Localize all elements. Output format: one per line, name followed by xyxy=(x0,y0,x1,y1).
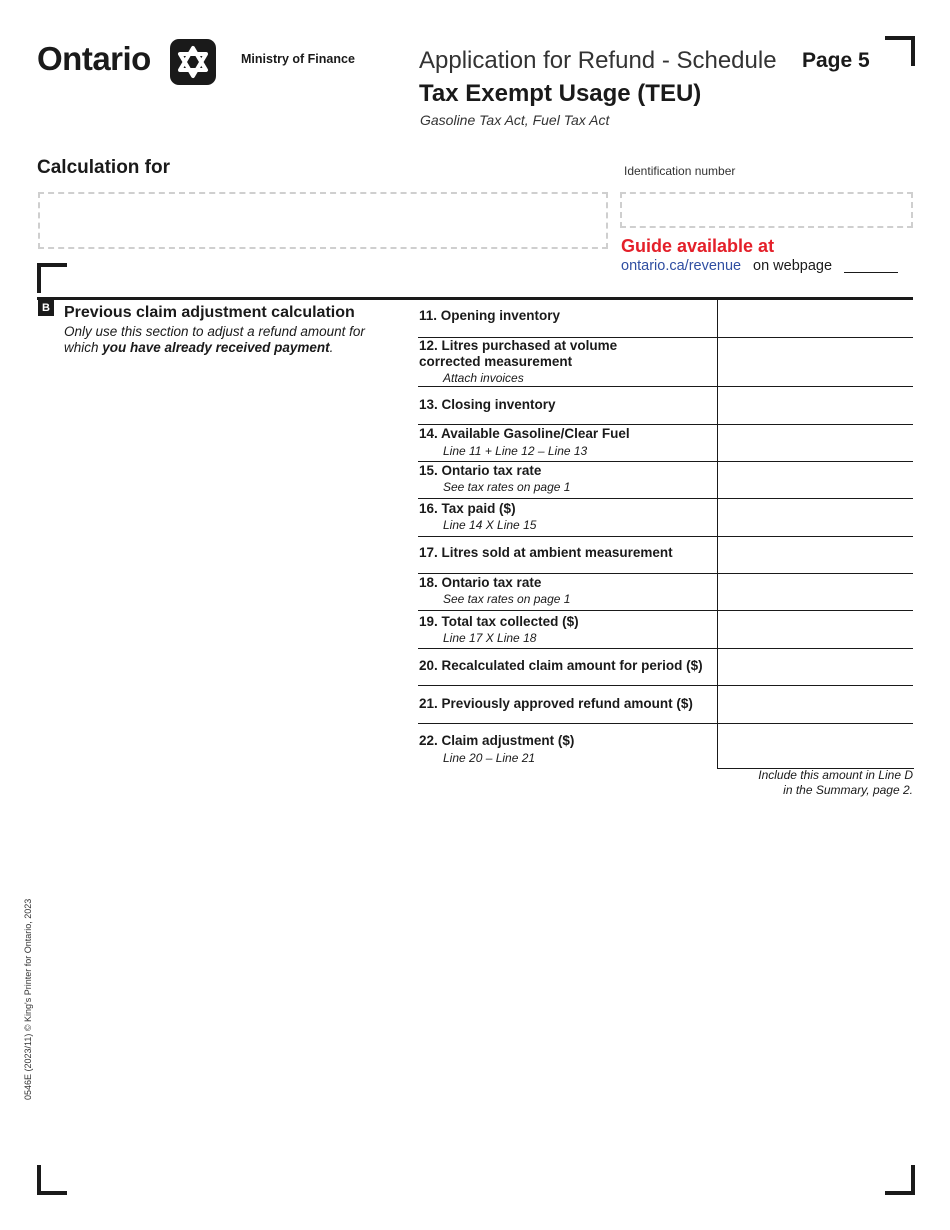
line-text: Litres sold at ambient measurement xyxy=(441,545,673,560)
line-label xyxy=(419,696,693,712)
line-row-14 xyxy=(418,424,913,462)
section-badge: B xyxy=(38,300,54,316)
line-label xyxy=(419,463,541,479)
line-hint: Line 17 X Line 18 xyxy=(443,631,537,645)
calculation-for-field[interactable] xyxy=(38,192,608,249)
guide-title: Guide available at xyxy=(621,236,775,256)
line-row-19 xyxy=(418,610,913,649)
line-20-input[interactable] xyxy=(717,648,914,685)
line-text: Litres purchased at volume corrected measurement xyxy=(419,338,618,369)
guide-blank-line xyxy=(844,272,898,273)
line-19-input[interactable] xyxy=(717,610,914,648)
line-hint: See tax rates on page 1 xyxy=(443,480,571,494)
line-row-16 xyxy=(418,498,913,537)
line-number: 11. xyxy=(419,308,438,323)
line-13-input[interactable] xyxy=(717,386,914,424)
footnote-line-2: in the Summary, page 2. xyxy=(783,783,913,797)
page-number: Page 5 xyxy=(802,49,870,72)
line-14-input[interactable] xyxy=(717,424,914,461)
form-code: 0546E (2023/11) © King's Printer for Ontario, 2023 xyxy=(23,898,33,1100)
line-label xyxy=(419,426,630,442)
section-note xyxy=(64,324,384,356)
line-label xyxy=(419,338,649,370)
form-subtitle: Tax Exempt Usage (TEU) xyxy=(419,80,702,107)
guide-link[interactable]: ontario.ca/revenue xyxy=(621,258,742,274)
line-15-input[interactable] xyxy=(717,461,914,498)
line-text: Previously approved refund amount ($) xyxy=(441,696,693,711)
line-hint: See tax rates on page 1 xyxy=(443,592,571,606)
crop-mark-middle-left xyxy=(37,263,67,293)
line-21-input[interactable] xyxy=(717,685,914,723)
line-label xyxy=(419,501,516,517)
line-number: 22. xyxy=(419,733,438,748)
line-label xyxy=(419,733,574,749)
line-row-20 xyxy=(418,648,913,686)
line-number: 17. xyxy=(419,545,438,560)
line-text: Tax paid ($) xyxy=(441,501,516,516)
line-text: Ontario tax rate xyxy=(441,463,542,478)
line-label xyxy=(419,545,673,561)
ontario-trillium-icon xyxy=(170,39,216,85)
line-number: 19. xyxy=(419,614,438,629)
line-row-18 xyxy=(418,573,913,611)
line-number: 16. xyxy=(419,501,438,516)
line-17-input[interactable] xyxy=(717,536,914,573)
line-number: 21. xyxy=(419,696,438,711)
ministry-name: Ministry of Finance xyxy=(241,52,355,66)
calculation-for-label: Calculation for xyxy=(37,157,171,178)
line-16-input[interactable] xyxy=(717,498,914,536)
line-number: 13. xyxy=(419,397,438,412)
crop-mark-top-right xyxy=(885,36,915,66)
form-acts: Gasoline Tax Act, Fuel Tax Act xyxy=(420,112,610,128)
ontario-logo-text: Ontario xyxy=(37,40,151,77)
line-hint: Line 20 – Line 21 xyxy=(443,751,536,765)
identification-number-field[interactable] xyxy=(620,192,913,228)
line-row-22 xyxy=(418,723,913,768)
line-text: Total tax collected ($) xyxy=(441,614,579,629)
section-note-text: Only use this section to adjust a refund amount for which xyxy=(64,324,365,355)
line-number: 14. xyxy=(419,426,438,441)
line-text: Ontario tax rate xyxy=(441,575,542,590)
line-text: Claim adjustment ($) xyxy=(441,733,575,748)
line-label xyxy=(419,614,579,630)
section-note-bold: you have already received payment xyxy=(102,340,330,355)
line-row-15 xyxy=(418,461,913,499)
line-11-input[interactable] xyxy=(717,300,914,337)
line-number: 18. xyxy=(419,575,438,590)
line-row-17 xyxy=(418,536,913,574)
section-title: Previous claim adjustment calculation xyxy=(64,304,355,321)
line-row-11 xyxy=(418,300,913,338)
line-hint: Line 14 X Line 15 xyxy=(443,518,537,532)
footnote xyxy=(700,768,913,798)
line-row-12 xyxy=(418,337,913,387)
line-text: Opening inventory xyxy=(440,308,561,323)
line-label xyxy=(419,575,541,591)
line-22-input[interactable] xyxy=(717,723,914,769)
line-number: 20. xyxy=(419,658,438,673)
section-note-end: . xyxy=(329,340,334,355)
line-hint: Attach invoices xyxy=(443,371,524,385)
line-text: Available Gasoline/Clear Fuel xyxy=(441,426,630,441)
line-text: Recalculated claim amount for period ($) xyxy=(441,658,703,673)
form-title: Application for Refund - Schedule xyxy=(419,47,777,74)
line-number: 15. xyxy=(419,463,438,478)
line-text: Closing inventory xyxy=(441,397,556,412)
identification-number-label: Identification number xyxy=(624,164,736,178)
line-label xyxy=(419,308,560,324)
line-label xyxy=(419,397,556,413)
line-18-input[interactable] xyxy=(717,573,914,610)
line-number: 12. xyxy=(419,338,438,353)
guide-webpage-text: on webpage xyxy=(753,258,833,274)
line-hint: Line 11 + Line 12 – Line 13 xyxy=(443,444,588,458)
line-row-13 xyxy=(418,386,913,425)
line-label xyxy=(419,658,703,674)
line-12-input[interactable] xyxy=(717,337,914,386)
crop-mark-bottom-right xyxy=(885,1165,915,1195)
footnote-line-1: Include this amount in Line D xyxy=(758,768,913,782)
line-row-21 xyxy=(418,685,913,724)
crop-mark-bottom-left xyxy=(37,1165,67,1195)
